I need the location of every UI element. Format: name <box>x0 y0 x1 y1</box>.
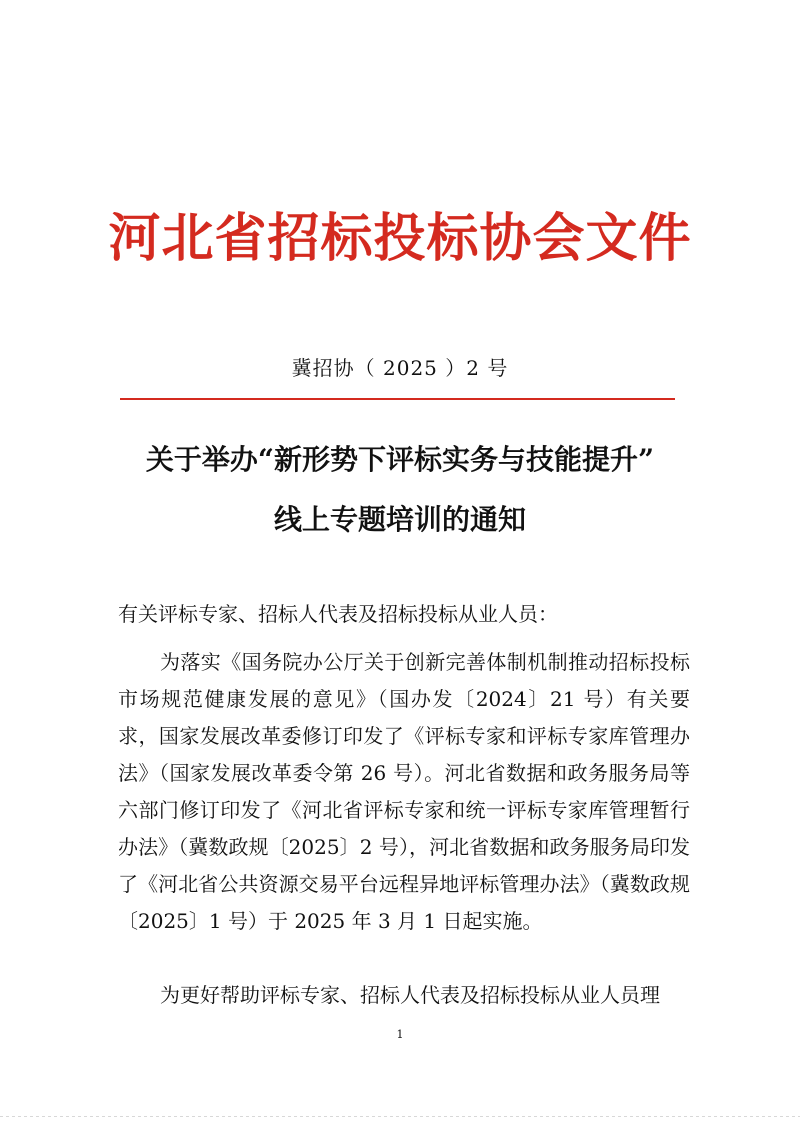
page-number: 1 <box>396 1028 404 1041</box>
document-header-title: 河北省招标投标协会文件 <box>108 208 692 269</box>
scan-edge-line <box>0 1116 800 1117</box>
salutation-text: 有关评标专家、招标人代表及招标投标从业人员： <box>118 602 558 626</box>
body-paragraph-1 <box>118 644 690 940</box>
red-divider-rule <box>120 398 675 400</box>
salutation <box>118 596 690 633</box>
document-number: 冀招协（ 2025 ）2 号 <box>291 356 509 380</box>
body-paragraph-2 <box>118 977 690 1014</box>
paragraph-2-text: 为更好帮助评标专家、招标人代表及招标投标从业人员理 <box>160 983 660 1007</box>
notice-title-line-1: 关于举办“新形势下评标实务与技能提升” <box>145 443 655 476</box>
notice-title-line-2: 线上专题培训的通知 <box>273 503 526 536</box>
paragraph-1-text: 为落实《国务院办公厅关于创新完善体制机制推动招标投标市场规范健康发展的意见》（国办发〔2024〕21 号）有关要求，国家发展改革委修订印发了《评标专家和评标专家库管理办法》（国家发展改革委令第 26 号）。河北省数据和政务服务局等六部门修订印发了《河北省评标专家和统一评标专家库管理暂行办法》（冀数政规〔2025〕2 号），河北省数据和政务服务局印发了《河北省公共资源交易平台远程异地评标管理办法》（冀数政规〔2025〕1 号）于 2025 年 3 月 1 日起实施。 <box>118 650 690 933</box>
